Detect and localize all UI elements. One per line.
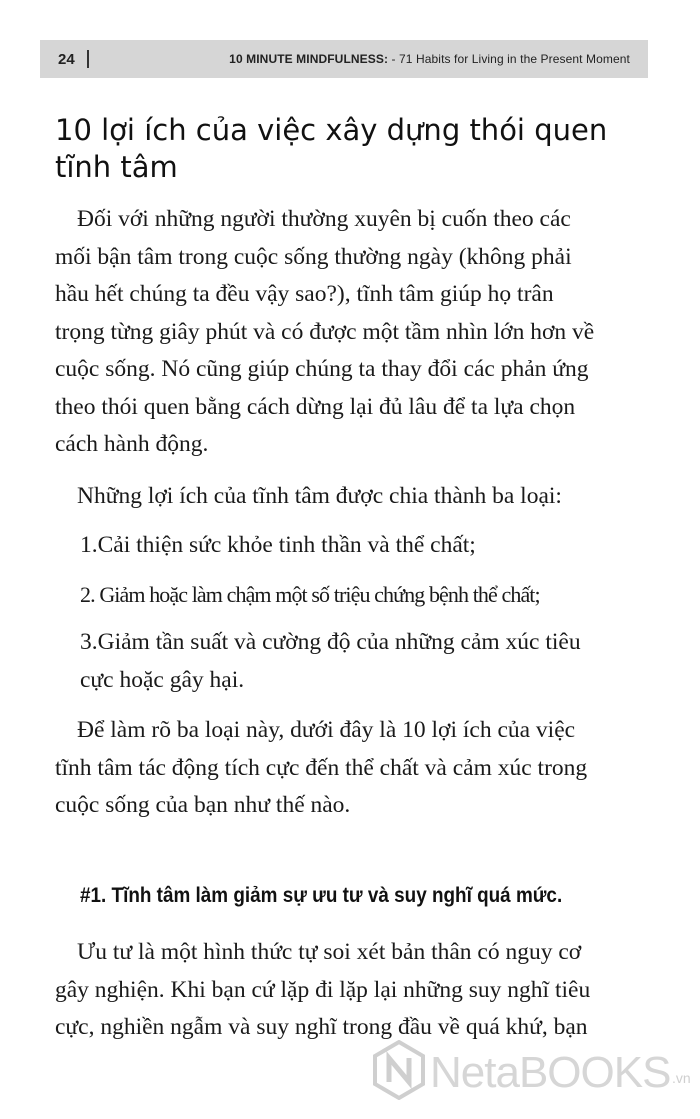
list-text: Cải thiện sức khỏe tinh thần và thể chất; xyxy=(97,532,476,558)
paragraph-line: Để làm rõ ba loại này, dưới đây là 10 lợi ích của việc xyxy=(77,717,576,743)
chapter-title xyxy=(55,112,655,186)
paragraph-line: Đối với những người thường xuyên bị cuốn theo các xyxy=(77,206,571,232)
section-heading: #1. Tĩnh tâm làm giảm sự ưu tư và suy nghĩ quá mức. xyxy=(80,884,563,907)
paragraph-line: cách hành động. xyxy=(55,431,209,457)
list-number: 2. xyxy=(80,582,95,607)
header-divider xyxy=(87,50,89,68)
list-text: Giảm tần suất và cường độ của những cảm xúc tiêu xyxy=(97,629,581,655)
list-text-continued: cực hoặc gây hại. xyxy=(80,666,245,693)
chapter-title-line2: tĩnh tâm xyxy=(55,150,178,184)
paragraph-intro xyxy=(55,201,650,464)
paragraph-transition xyxy=(55,712,650,825)
list-number: 1. xyxy=(80,532,98,558)
running-head-title xyxy=(229,52,630,66)
paragraph-line: gây nghiện. Khi bạn cứ lặp đi lặp lại những suy nghĩ tiêu xyxy=(55,976,591,1003)
paragraph-categories: Những lợi ích của tĩnh tâm được chia thành ba loại: xyxy=(77,483,562,509)
chapter-title-line1: 10 lợi ích của việc xây dựng thói quen xyxy=(55,113,608,147)
paragraph-line: trọng từng giây phút và có được một tầm nhìn lớn hơn về xyxy=(55,318,595,345)
paragraph-line: theo thói quen bằng cách dừng lại đủ lâu để ta lựa chọn xyxy=(55,393,576,420)
book-subtitle: - 71 Habits for Living in the Present Moment xyxy=(388,52,630,66)
paragraph-line: mối bận tâm trong cuộc sống thường ngày (không phải xyxy=(55,243,572,270)
watermark-suffix: .vn xyxy=(672,1070,691,1086)
list-item xyxy=(80,576,650,614)
paragraph-line: hầu hết chúng ta đều vậy sao?), tĩnh tâm giúp họ trân xyxy=(55,281,554,307)
list-item xyxy=(80,624,650,699)
list-number: 3. xyxy=(80,629,98,655)
paragraph-line: cuộc sống của bạn như thế nào. xyxy=(55,792,351,818)
paragraph-line: cực, nghiền ngẫm và suy nghĩ trong đầu về quá khứ, bạn xyxy=(55,1014,588,1040)
paragraph-line: Ưu tư là một hình thức tự soi xét bản thân có nguy cơ xyxy=(77,939,582,965)
watermark-text: NetaBOOKS xyxy=(430,1048,671,1097)
book-title: 10 MINUTE MINDFULNESS: xyxy=(229,52,389,66)
watermark-logo xyxy=(372,1028,698,1118)
netabooks-logo-icon xyxy=(372,1040,426,1100)
list-item xyxy=(80,527,650,565)
page-number: 24 xyxy=(58,51,75,68)
paragraph-line: tĩnh tâm tác động tích cực đến thể chất và cảm xúc trong xyxy=(55,754,588,781)
running-header xyxy=(40,40,648,78)
paragraph-line: cuộc sống. Nó cũng giúp chúng ta thay đổi các phản ứng xyxy=(55,356,589,382)
list-text: Giảm hoặc làm chậm một số triệu chứng bệnh thể chất; xyxy=(99,582,540,607)
